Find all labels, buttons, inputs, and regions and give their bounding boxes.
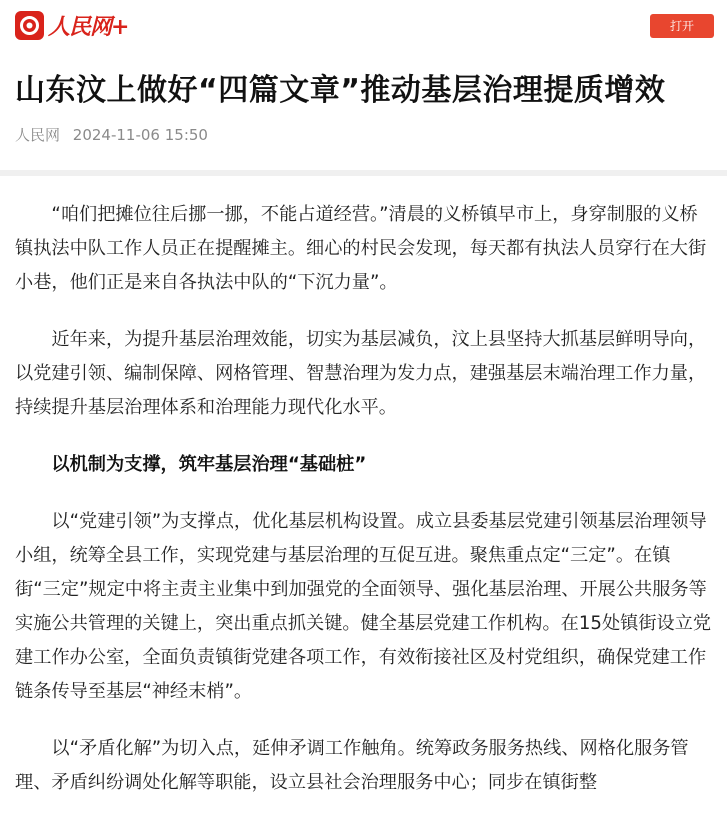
article-source: 人民网	[15, 126, 61, 144]
logo-icon	[15, 11, 44, 40]
article-body	[15, 198, 715, 823]
app-logo-text: 人民网+	[48, 14, 129, 40]
article-paragraph: 近年来，为提升基层治理效能，切实为基层减负，汶上县坚持大抓基层鲜明导向，以党建引领、编制保障、网格管理、智慧治理为发力点，建强基层末端治理工作力量，持续提升基层治理体系和治理能力现代化水平。	[15, 329, 707, 418]
app-header	[0, 0, 727, 52]
article-datetime: 2024-11-06 15:50	[72, 126, 208, 144]
article-paragraph: 以“矛盾化解”为切入点，延伸矛调工作触角。统筹政务服务热线、网格化服务管理、矛盾纠纷调处化解等职能，设立县社会治理服务中心；同步在镇街整	[15, 738, 689, 793]
section-divider	[0, 170, 727, 176]
article-paragraph: “咱们把摊位往后挪一挪，不能占道经营。”清晨的义桥镇早市上，身穿制服的义桥镇执法中队工作人员正在提醒摊主。细心的村民会发现，每天都有执法人员穿行在大街小巷，他们正是来自各执法中队的“下沉力量”。	[15, 204, 707, 293]
article-title: 山东汶上做好“四篇文章”推动基层治理提质增效	[15, 73, 666, 108]
open-app-button[interactable]: 打开	[650, 14, 714, 38]
article-paragraph: 以“党建引领”为支撑点，优化基层机构设置。成立县委基层党建引领基层治理领导小组，统筹全县工作，实现党建与基层治理的互促互进。聚焦重点定“三定”。在镇街“三定”规定中将主责主业集中到加强党的全面领导、强化基层治理、开展公共服务等实施公共管理的关键上，突出重点抓关键。健全基层党建工作机构。在15处镇街设立党建工作办公室，全面负责镇街党建各项工作，有效衔接社区及村党组织，确保党建工作链条传导至基层“神经末梢”。	[15, 511, 712, 702]
article-subheading: 以机制为支撑，筑牢基层治理“基础桩”	[51, 454, 367, 475]
article-meta	[15, 124, 208, 145]
